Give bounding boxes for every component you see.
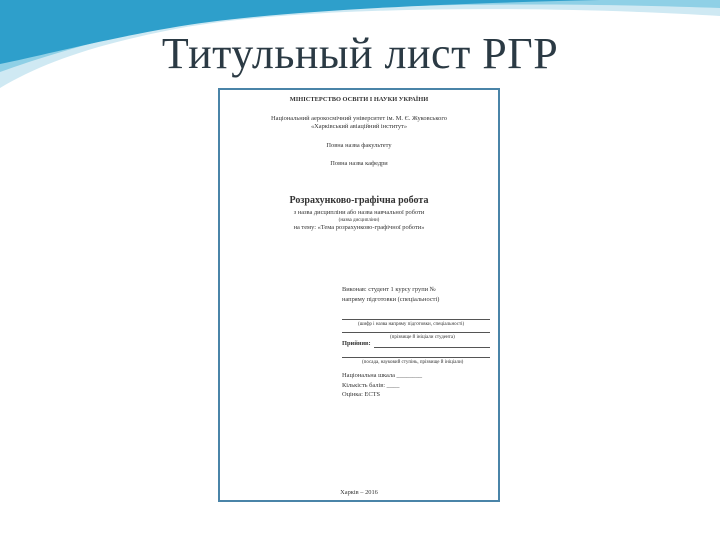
university-name-line1: Національний аерокосмічний університет ім. М. Є. Жуковського [271, 115, 447, 122]
discipline-caption: (назва дисципліни) [338, 218, 380, 223]
student-name-line [342, 332, 490, 333]
university-name-line2: «Харківський авіаційний інститут» [310, 123, 408, 130]
city-year: Харків – 2016 [340, 489, 378, 496]
work-topic: на тему: «Тема розрахунково-графічної роботи» [293, 224, 425, 231]
ministry-heading: МІНІСТЕРСТВО ОСВІТИ І НАУКИ УКРАЇНИ [289, 96, 429, 103]
teacher-caption: (посада, науковий ступінь, прізвище й ініціали) [362, 360, 464, 365]
student-info-line2: напряму підготовки (спеціальності) [342, 296, 440, 303]
slide-title: Титульный лист РГР [161, 29, 559, 78]
national-scale: Національна шкала ________ [342, 372, 423, 379]
ects-grade: Оцінка: ECTS [342, 391, 381, 398]
points-count: Кількість балів: ____ [342, 382, 400, 389]
title-page-document [218, 88, 500, 502]
student-info-line1: Виконав: студент 1 курсу групи № [342, 286, 436, 293]
discipline-name: з назва дисципліни або назва навчальної роботи [293, 209, 425, 216]
department-name: Повна назва кафедри [330, 160, 388, 167]
student-name-caption: (прізвище й ініціали студента) [390, 335, 455, 340]
teacher-line [374, 347, 490, 348]
teacher-line-2 [342, 357, 490, 358]
faculty-name: Повна назва факультету [326, 142, 392, 149]
accepted-label: Прийняв: [342, 340, 371, 347]
specialty-caption: (шифр і назва напряму підготовки, спеціальності) [358, 322, 465, 327]
specialty-line [342, 319, 490, 320]
work-title: Розрахунково-графічна робота [289, 195, 429, 206]
